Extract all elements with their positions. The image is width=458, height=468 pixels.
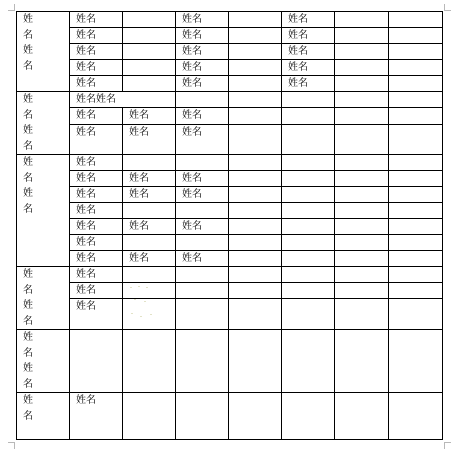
table-cell[interactable] [229, 219, 282, 235]
table-cell[interactable] [229, 76, 282, 92]
group-header-cell: 姓 名 姓 名 [17, 330, 70, 393]
group-header-cell: 姓 名 姓 名 [17, 92, 70, 155]
table-cell[interactable]: 姓名 [70, 235, 123, 251]
table-cell[interactable] [389, 219, 443, 235]
table-cell[interactable] [282, 124, 335, 155]
table-cell[interactable] [123, 203, 176, 219]
table-cell[interactable] [389, 171, 443, 187]
table-cell[interactable] [335, 124, 389, 155]
table-cell[interactable] [70, 330, 123, 393]
table-cell[interactable]: 姓名 [176, 124, 229, 155]
table-cell[interactable]: 姓名 [123, 108, 176, 124]
table-cell[interactable] [229, 44, 282, 60]
table-cell[interactable] [123, 235, 176, 251]
table-cell[interactable] [176, 235, 229, 251]
table-cell[interactable] [229, 330, 282, 393]
table-cell[interactable] [282, 155, 335, 171]
table-cell[interactable] [123, 44, 176, 60]
table-cell[interactable] [282, 235, 335, 251]
table-cell[interactable]: 姓名 [176, 12, 229, 28]
table-cell[interactable]: 姓名 [70, 267, 123, 283]
table-row [17, 299, 443, 330]
table-cell[interactable] [229, 251, 282, 267]
table-cell[interactable]: 姓名 [176, 171, 229, 187]
table-row [17, 251, 443, 267]
table-cell[interactable] [389, 44, 443, 60]
table-cell[interactable] [229, 187, 282, 203]
table-cell[interactable]: 姓名 [176, 76, 229, 92]
table-row [17, 330, 443, 393]
table-cell[interactable] [176, 92, 229, 108]
table-cell[interactable]: 姓名 [70, 393, 123, 440]
table-cell[interactable]: 姓名 [70, 251, 123, 267]
table-cell[interactable] [282, 92, 335, 108]
table-row [17, 187, 443, 203]
table-cell[interactable] [335, 219, 389, 235]
table-cell[interactable] [335, 92, 389, 108]
table-cell[interactable]: 姓名 [176, 219, 229, 235]
table-cell[interactable] [229, 393, 282, 440]
table-cell[interactable] [282, 267, 335, 283]
table-cell[interactable] [389, 330, 443, 393]
table-cell[interactable] [229, 124, 282, 155]
table-cell[interactable]: 姓名 [282, 28, 335, 44]
table-cell[interactable] [389, 187, 443, 203]
table-cell[interactable]: 姓名 [70, 60, 123, 76]
table-cell[interactable]: 姓名 [70, 124, 123, 155]
table-cell[interactable] [176, 283, 229, 299]
table-cell-wide[interactable]: 姓名姓名 [70, 92, 176, 108]
table-cell[interactable] [123, 330, 176, 393]
table-cell[interactable] [282, 299, 335, 330]
table-cell[interactable] [229, 108, 282, 124]
table-cell[interactable] [389, 92, 443, 108]
table-cell[interactable] [335, 283, 389, 299]
table-cell[interactable] [123, 28, 176, 44]
table-cell[interactable] [176, 330, 229, 393]
table-cell[interactable] [123, 76, 176, 92]
table-cell[interactable] [282, 219, 335, 235]
table-cell[interactable] [335, 28, 389, 44]
table-cell[interactable]: 姓名 [70, 155, 123, 171]
table-cell[interactable] [282, 203, 335, 219]
table-row [17, 76, 443, 92]
table-cell[interactable] [335, 299, 389, 330]
table-row [17, 235, 443, 251]
table-row [17, 28, 443, 44]
table-cell[interactable] [123, 12, 176, 28]
table-cell[interactable] [389, 267, 443, 283]
table-row [17, 108, 443, 124]
table-row [17, 60, 443, 76]
table-row [17, 155, 443, 171]
table-cell[interactable] [389, 251, 443, 267]
table-cell[interactable]: 姓名 [70, 108, 123, 124]
table-cell[interactable] [229, 235, 282, 251]
table-cell[interactable]: 姓名 [123, 124, 176, 155]
table-cell[interactable] [123, 267, 176, 283]
table-cell[interactable]: 姓名 [70, 203, 123, 219]
table-cell[interactable] [123, 60, 176, 76]
name-table [16, 11, 443, 440]
table-cell[interactable] [282, 283, 335, 299]
table-cell[interactable]: 姓名 [70, 28, 123, 44]
group-header-cell: 姓 名 [17, 393, 70, 440]
table-cell[interactable] [123, 299, 176, 330]
table-cell[interactable] [229, 203, 282, 219]
table-cell[interactable] [282, 251, 335, 267]
table-cell[interactable] [389, 393, 443, 440]
table-cell[interactable]: 姓名 [176, 44, 229, 60]
table-row [17, 219, 443, 235]
table-cell[interactable] [282, 171, 335, 187]
table-cell[interactable] [123, 393, 176, 440]
table-cell[interactable] [335, 171, 389, 187]
table-cell[interactable]: 姓名 [176, 108, 229, 124]
table-cell[interactable]: 姓名 [70, 12, 123, 28]
table-cell[interactable] [229, 28, 282, 44]
table-cell[interactable] [176, 267, 229, 283]
table-cell[interactable] [389, 60, 443, 76]
table-cell[interactable] [335, 155, 389, 171]
table-row [17, 92, 443, 108]
table-cell[interactable]: 姓名 [176, 251, 229, 267]
group-header-cell: 姓 名 姓 名 [17, 267, 70, 330]
table-cell[interactable] [229, 171, 282, 187]
table-cell[interactable] [389, 155, 443, 171]
table-row [17, 171, 443, 187]
table-row [17, 267, 443, 283]
table-cell[interactable]: 姓名 [70, 171, 123, 187]
table-cell[interactable]: 姓名 [70, 219, 123, 235]
table-cell[interactable]: 姓名 [282, 12, 335, 28]
page-corner-top-left [8, 4, 15, 11]
table-cell[interactable] [282, 393, 335, 440]
table-cell[interactable] [389, 28, 443, 44]
table-cell[interactable] [335, 108, 389, 124]
table-cell[interactable] [335, 76, 389, 92]
table-cell[interactable] [229, 155, 282, 171]
table-cell[interactable]: 姓名 [70, 299, 123, 330]
table-cell[interactable] [282, 187, 335, 203]
table-cell[interactable] [335, 251, 389, 267]
table-cell[interactable] [335, 235, 389, 251]
table-cell[interactable] [335, 203, 389, 219]
table-cell[interactable] [389, 76, 443, 92]
table-cell[interactable]: 姓名 [70, 283, 123, 299]
table-cell[interactable] [229, 60, 282, 76]
table-cell[interactable] [335, 44, 389, 60]
table-cell[interactable] [229, 12, 282, 28]
table-cell[interactable] [282, 330, 335, 393]
table-cell[interactable]: 姓名 [176, 28, 229, 44]
table-cell[interactable] [176, 393, 229, 440]
table-cell[interactable] [123, 283, 176, 299]
table-cell[interactable] [335, 267, 389, 283]
page-corner-bottom-right [444, 442, 451, 449]
table-cell[interactable] [282, 108, 335, 124]
table-cell[interactable]: 姓名 [123, 219, 176, 235]
table-cell[interactable] [389, 12, 443, 28]
table-cell[interactable] [389, 203, 443, 219]
table-cell[interactable] [229, 299, 282, 330]
table-row [17, 393, 443, 440]
table-row [17, 203, 443, 219]
table-row [17, 44, 443, 60]
table-cell[interactable]: 姓名 [70, 76, 123, 92]
table-cell[interactable]: 姓名 [123, 187, 176, 203]
table-cell[interactable]: 姓名 [123, 171, 176, 187]
table-cell[interactable] [389, 108, 443, 124]
table-cell[interactable] [229, 267, 282, 283]
table-cell[interactable] [335, 330, 389, 393]
table-cell[interactable] [335, 60, 389, 76]
table-cell[interactable]: 姓名 [70, 44, 123, 60]
table-cell[interactable] [389, 124, 443, 155]
group-header-cell: 姓 名 姓 名 [17, 12, 70, 92]
table-cell[interactable] [389, 283, 443, 299]
group-header-cell: 姓 名 姓 名 [17, 155, 70, 267]
table-cell[interactable] [176, 203, 229, 219]
page-corner-top-right [444, 4, 451, 11]
table-cell[interactable]: 姓名 [176, 60, 229, 76]
table-cell[interactable] [335, 187, 389, 203]
table-cell[interactable] [176, 299, 229, 330]
table-row [17, 12, 443, 28]
page-corner-bottom-left [8, 442, 15, 449]
table-cell[interactable] [229, 92, 282, 108]
table-cell[interactable] [389, 299, 443, 330]
table-cell[interactable]: 姓名 [176, 187, 229, 203]
table-cell[interactable]: 姓名 [123, 251, 176, 267]
table-cell[interactable] [335, 12, 389, 28]
table-cell[interactable] [123, 155, 176, 171]
table-cell[interactable] [176, 155, 229, 171]
table-row [17, 124, 443, 155]
table-row [17, 283, 443, 299]
table-cell[interactable] [335, 393, 389, 440]
table-cell[interactable]: 姓名 [70, 187, 123, 203]
table-cell[interactable] [389, 235, 443, 251]
table-cell[interactable]: 姓名 [282, 44, 335, 60]
table-cell[interactable] [229, 283, 282, 299]
table-cell[interactable]: 姓名 [282, 60, 335, 76]
table-cell[interactable]: 姓名 [282, 76, 335, 92]
